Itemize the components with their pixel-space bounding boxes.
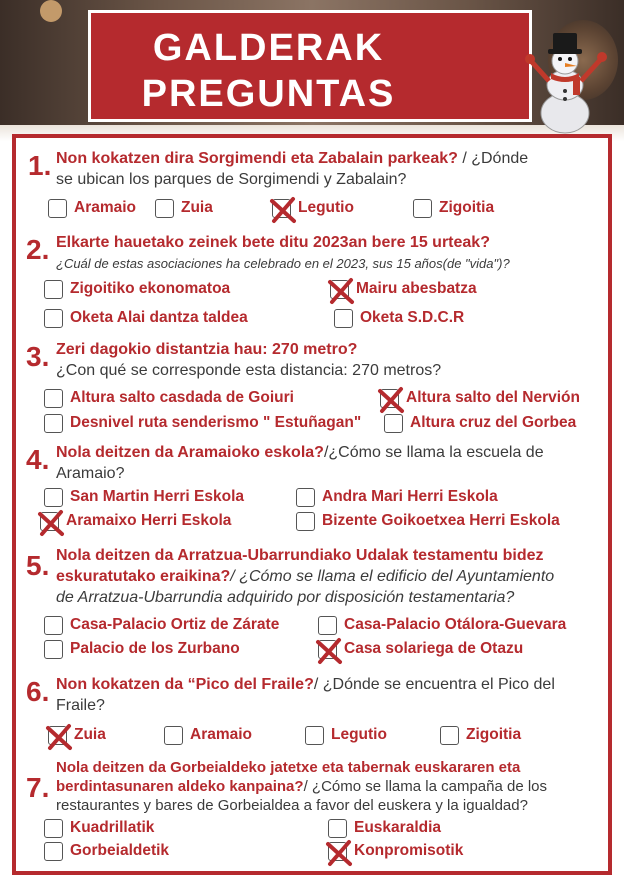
- checkbox-icon: [328, 842, 347, 861]
- option-checkbox[interactable]: Zigoitiko ekonomatoa: [44, 278, 230, 300]
- cross-mark-icon: [44, 722, 74, 752]
- option-checkbox[interactable]: Mairu abesbatza: [330, 278, 477, 300]
- question-number: 1.: [28, 150, 52, 181]
- question-text: Nola deitzen da Arratzua-Ubarrundiako Udalak testamentu bidez eskuratutako eraikina?/ ¿Cómo se llama el edificio del Ayuntamiento de Arratzua-Ubarrundia adquirido por disposición testamentaria?: [56, 547, 555, 606]
- checkbox-icon: [305, 726, 324, 745]
- title-banner: [88, 10, 532, 122]
- option-checkbox[interactable]: Kuadrillatik: [44, 817, 154, 839]
- option-checkbox[interactable]: Bizente Goikoetxea Herri Eskola: [296, 510, 560, 532]
- checkbox-icon: [44, 640, 63, 659]
- checkbox-icon: [40, 512, 59, 531]
- option-checkbox[interactable]: Altura salto casdada de Goiuri: [44, 387, 294, 409]
- option-checkbox[interactable]: Zigoitia: [440, 724, 521, 746]
- checkbox-icon: [330, 280, 349, 299]
- option-checkbox[interactable]: Oketa S.D.C.R: [334, 307, 464, 329]
- question-number: 5.: [26, 550, 50, 581]
- cross-mark-icon: [36, 508, 66, 538]
- option-checkbox[interactable]: Aramaio: [48, 197, 136, 219]
- question-text: Non kokatzen dira Sorgimendi eta Zabalain parkeak? / ¿Dónde se ubican los parques de Sorgimendi y Zabalain?: [56, 150, 529, 188]
- checkbox-icon: [440, 726, 459, 745]
- question-number: 6.: [26, 676, 50, 707]
- checkbox-icon: [44, 280, 63, 299]
- option-checkbox[interactable]: Konpromisotik: [328, 840, 463, 862]
- checkbox-icon: [413, 199, 432, 218]
- option-checkbox[interactable]: Zigoitia: [413, 197, 494, 219]
- question-text: Nola deitzen da Aramaioko eskola?/¿Cómo se llama la escuela de Aramaio?: [56, 444, 544, 482]
- checkbox-icon: [44, 488, 63, 507]
- checkbox-icon: [296, 488, 315, 507]
- checkbox-icon: [318, 640, 337, 659]
- option-checkbox[interactable]: Legutio: [272, 197, 354, 219]
- checkbox-icon: [328, 819, 347, 838]
- option-checkbox[interactable]: Andra Mari Herri Eskola: [296, 486, 498, 508]
- checkbox-icon: [44, 389, 63, 408]
- checkbox-icon: [44, 819, 63, 838]
- checkbox-icon: [380, 389, 399, 408]
- question-number: 4.: [26, 444, 50, 475]
- checkbox-icon: [48, 199, 67, 218]
- cross-mark-icon: [314, 636, 344, 666]
- option-checkbox[interactable]: Palacio de los Zurbano: [44, 638, 240, 660]
- checkbox-icon: [384, 414, 403, 433]
- checkbox-icon: [44, 842, 63, 861]
- option-checkbox[interactable]: Legutio: [305, 724, 387, 746]
- question-number: 3.: [26, 341, 50, 372]
- option-checkbox[interactable]: Aramaio: [164, 724, 252, 746]
- checkbox-icon: [272, 199, 291, 218]
- title-line-1: GALDERAK: [152, 27, 385, 69]
- cross-mark-icon: [326, 276, 356, 306]
- cross-mark-icon: [268, 195, 298, 225]
- option-checkbox[interactable]: Desnivel ruta senderismo " Estuñagan": [44, 412, 361, 434]
- option-checkbox[interactable]: Altura cruz del Gorbea: [384, 412, 576, 434]
- checkbox-icon: [44, 414, 63, 433]
- option-checkbox[interactable]: Casa-Palacio Ortiz de Zárate: [44, 614, 279, 636]
- checkbox-icon: [155, 199, 174, 218]
- question-text: Zeri dagokio distantzia hau: 270 metro? ¿Con qué se corresponde esta distancia: 270 metros?: [56, 341, 442, 379]
- option-checkbox[interactable]: Casa solariega de Otazu: [318, 638, 523, 660]
- option-checkbox[interactable]: Casa-Palacio Otálora-Guevara: [318, 614, 566, 636]
- title-line-2: PREGUNTAS: [141, 73, 396, 115]
- option-checkbox[interactable]: Zuia: [155, 197, 213, 219]
- question-number: 2.: [26, 234, 50, 265]
- option-checkbox[interactable]: Gorbeialdetik: [44, 840, 169, 862]
- snowman-icon: [521, 25, 613, 135]
- checkbox-icon: [296, 512, 315, 531]
- option-checkbox[interactable]: Zuia: [48, 724, 106, 746]
- question-number: 7.: [26, 772, 50, 803]
- checkbox-icon: [318, 616, 337, 635]
- checkbox-icon: [48, 726, 67, 745]
- option-checkbox[interactable]: Altura salto del Nervión: [380, 387, 580, 409]
- checkbox-icon: [44, 616, 63, 635]
- question-text: Non kokatzen da “Pico del Fraile?/ ¿Dónde se encuentra el Pico del Fraile?: [56, 676, 555, 714]
- option-checkbox[interactable]: Aramaixo Herri Eskola: [40, 510, 231, 532]
- question-text: Nola deitzen da Gorbeialdeko jatetxe eta tabernak euskararen eta berdintasunaren aldeko kanpaina?/ ¿Cómo se llama la campaña de los restaurantes y bares de Gorbeialdea a favor del euskera y la igualdad?: [56, 759, 548, 814]
- checkbox-icon: [334, 309, 353, 328]
- ornament-image: [40, 0, 62, 22]
- option-checkbox[interactable]: Euskaraldia: [328, 817, 441, 839]
- question-text: Elkarte hauetako zeinek bete ditu 2023an bere 15 urteak? ¿Cuál de estas asociaciones ha celebrado en el 2023, sus 15 años(de "vida")?: [56, 234, 510, 271]
- option-checkbox[interactable]: San Martin Herri Eskola: [44, 486, 244, 508]
- cross-mark-icon: [376, 385, 406, 415]
- checkbox-icon: [164, 726, 183, 745]
- checkbox-icon: [44, 309, 63, 328]
- cross-mark-icon: [324, 838, 354, 868]
- option-checkbox[interactable]: Oketa Alai dantza taldea: [44, 307, 248, 329]
